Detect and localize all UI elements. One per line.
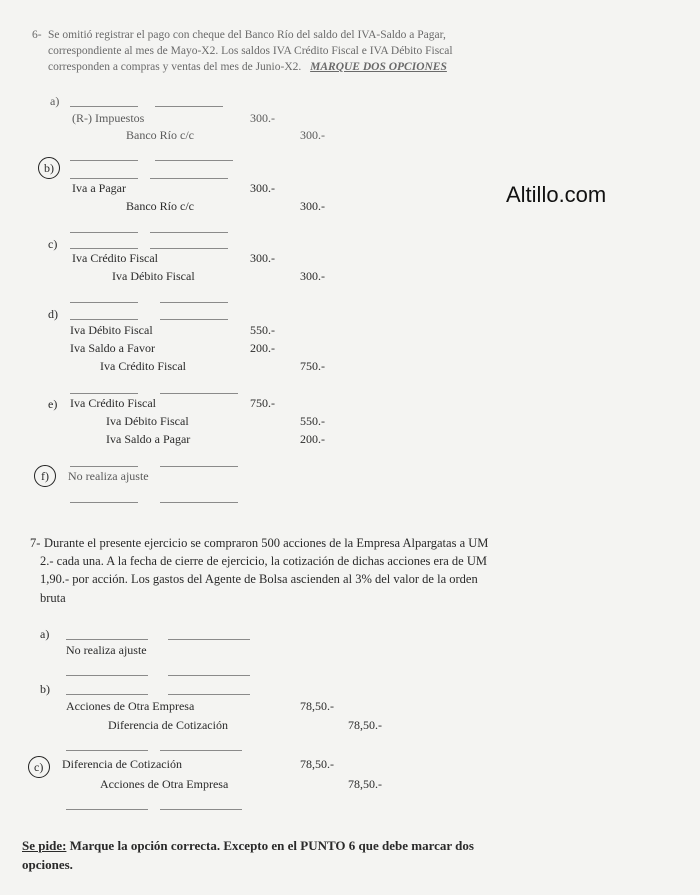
q6-d-amt-1: 550.- — [250, 323, 275, 337]
q6-d-row-3: Iva Crédito Fiscal — [100, 359, 186, 373]
q6-option-f-letter: f) — [41, 469, 49, 483]
footer-line-2: opciones. — [22, 857, 73, 872]
q7-line-4: bruta — [40, 591, 66, 605]
q7-number: 7- — [30, 536, 41, 550]
q7-line-3: 1,90.- por acción. Los gastos del Agente de Bolsa ascienden al 3% del valor de la orden — [40, 572, 478, 586]
q7-option-a-letter: a) — [40, 627, 50, 641]
q6-d-row-1: Iva Débito Fiscal — [70, 323, 153, 337]
q6-b-amt-2: 300.- — [300, 199, 325, 213]
q7-c-row-1: Diferencia de Cotización — [62, 757, 182, 771]
q7-option-c-letter: c) — [34, 760, 44, 774]
footer-label: Se pide: — [22, 838, 67, 853]
q6-d-amt-2: 200.- — [250, 341, 275, 355]
q7-c-amt-2: 78,50.- — [348, 777, 382, 791]
q6-instruction: MARQUE DOS OPCIONES — [310, 61, 447, 73]
q6-b-amt-1: 300.- — [250, 181, 275, 195]
q6-line-1: Se omitió registrar el pago con cheque del Banco Río del saldo del IVA-Saldo a Pagar, — [48, 29, 446, 41]
q6-option-c-letter: c) — [48, 237, 58, 251]
q6-e-row-2: Iva Débito Fiscal — [106, 414, 189, 428]
q6-e-row-1: Iva Crédito Fiscal — [70, 396, 156, 410]
q6-option-b-letter: b) — [44, 161, 54, 175]
q6-a-amt-2: 300.- — [300, 128, 325, 142]
q6-line-3 — [48, 60, 447, 76]
q7-b-amt-1: 78,50.- — [300, 699, 334, 713]
q7-c-amt-1: 78,50.- — [300, 757, 334, 771]
q6-b-row-2: Banco Río c/c — [126, 199, 194, 213]
q6-c-amt-2: 300.- — [300, 269, 325, 283]
q6-e-amt-3: 200.- — [300, 432, 325, 446]
q7-option-b-letter: b) — [40, 682, 50, 696]
q6-a-row-1: (R-) Impuestos — [72, 111, 145, 125]
q6-b-row-1: Iva a Pagar — [72, 181, 126, 195]
q7-b-row-1: Acciones de Otra Empresa — [66, 699, 195, 713]
q6-line-2: correspondiente al mes de Mayo-X2. Los saldos IVA Crédito Fiscal e IVA Débito Fiscal — [48, 45, 453, 57]
q7-a-row-1: No realiza ajuste — [66, 643, 147, 657]
q6-c-amt-1: 300.- — [250, 251, 275, 265]
q6-c-row-2: Iva Débito Fiscal — [112, 269, 195, 283]
q6-a-row-2: Banco Río c/c — [126, 128, 194, 142]
q6-d-row-2: Iva Saldo a Favor — [70, 341, 155, 355]
footer-line-1 — [22, 838, 474, 854]
footer-text: Marque la opción correcta. Excepto en el PUNTO 6 que debe marcar dos — [66, 838, 474, 853]
q6-line-3-text: corresponden a compras y ventas del mes de Junio-X2. — [48, 61, 302, 73]
q6-number: 6- — [32, 29, 42, 41]
q7-b-row-2: Diferencia de Cotización — [108, 718, 228, 732]
q6-c-row-1: Iva Crédito Fiscal — [72, 251, 158, 265]
q6-e-amt-2: 550.- — [300, 414, 325, 428]
q7-b-amt-2: 78,50.- — [348, 718, 382, 732]
watermark-text: Altillo.com — [506, 182, 607, 207]
q7-line-1: Durante el presente ejercicio se compraron 500 acciones de la Empresa Alpargatas a UM — [44, 536, 489, 550]
q7-line-2: 2.- cada una. A la fecha de cierre de ejercicio, la cotización de dichas acciones era de UM — [40, 554, 487, 568]
q6-d-amt-3: 750.- — [300, 359, 325, 373]
q6-option-d-letter: d) — [48, 307, 58, 321]
q7-c-row-2: Acciones de Otra Empresa — [100, 777, 229, 791]
q6-e-amt-1: 750.- — [250, 396, 275, 410]
q6-e-row-3: Iva Saldo a Pagar — [106, 432, 191, 446]
q6-option-e-letter: e) — [48, 397, 58, 411]
q6-option-a-letter: a) — [50, 94, 60, 108]
q6-a-amt-1: 300.- — [250, 111, 275, 125]
q6-f-row-1: No realiza ajuste — [68, 469, 149, 483]
